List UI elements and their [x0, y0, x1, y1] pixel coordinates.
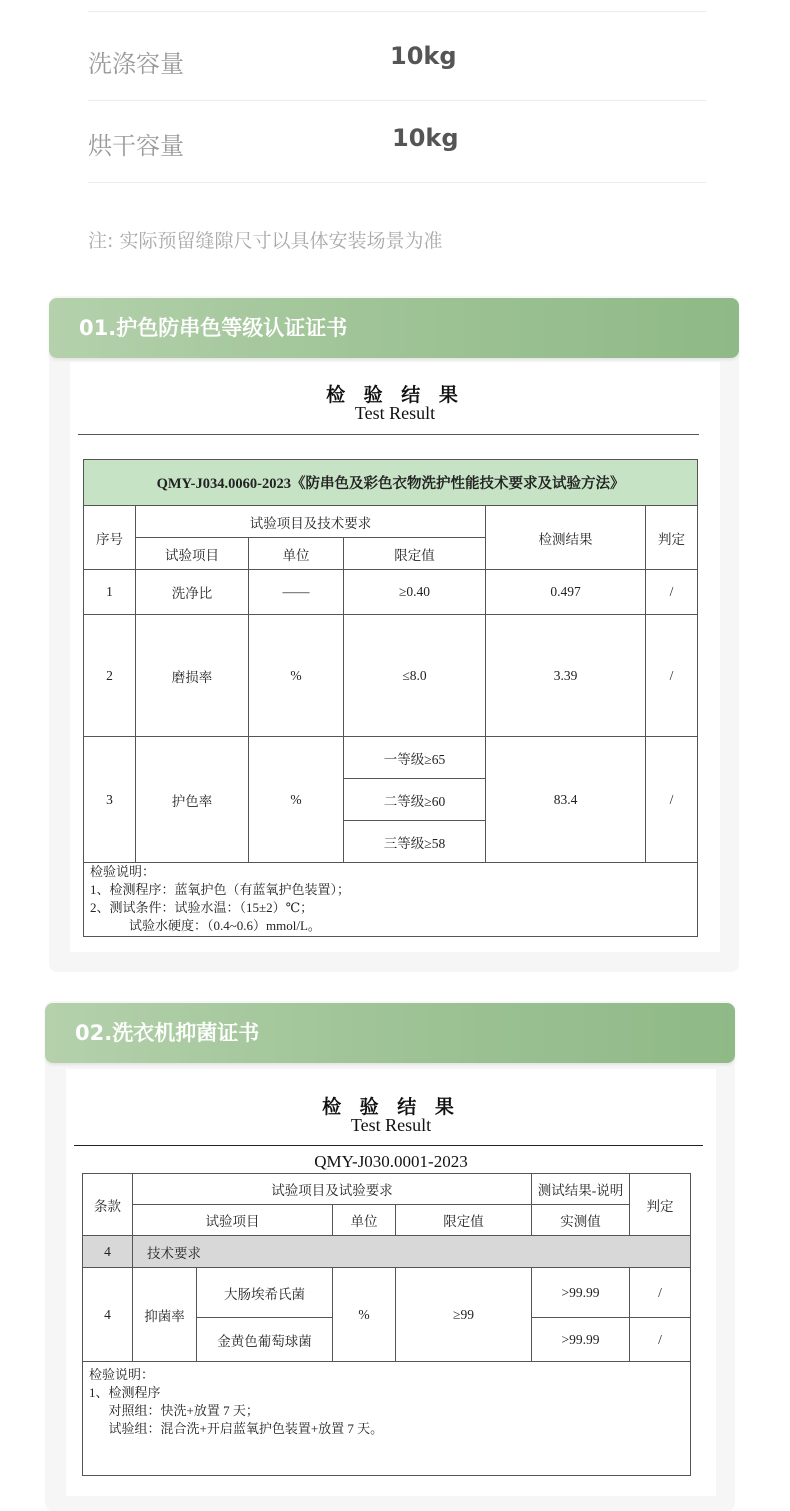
spec-row-wash: [88, 18, 706, 101]
cell-verdict: /: [646, 737, 698, 863]
header-item: 试验项目: [133, 1205, 333, 1236]
cell-subitem: 大肠埃希氏菌: [197, 1268, 333, 1318]
note-line: 检验说明：: [90, 864, 156, 879]
cert2-subtitle: Test Result: [350, 1115, 432, 1135]
cell-result: 83.4: [486, 737, 646, 863]
cert2-rule: [74, 1145, 703, 1146]
note-line: 1、检测程序：蓝氧护色（有蓝氧护色装置）；: [90, 882, 351, 897]
table-row: [84, 570, 698, 615]
cell-measured: >99.99: [532, 1268, 630, 1318]
cell-limit: 一等级≥65: [344, 737, 486, 779]
header-result-group: 测试结果-说明: [532, 1174, 630, 1205]
note-line: 试验组：混合洗+开启蓝氧护色装置+放置 7 天。: [89, 1421, 384, 1436]
header-group: 试验项目及试验要求: [133, 1174, 532, 1205]
cell-verdict: /: [630, 1318, 691, 1362]
header-limit: 限定值: [396, 1205, 532, 1236]
header-limit: 限定值: [344, 538, 486, 570]
cell-item: 抑菌率: [133, 1268, 197, 1362]
standard-header: QMY-J034.0060-2023《防串色及彩色衣物洗护性能技术要求及试验方法》: [84, 460, 698, 506]
cell-item: 洗净比: [136, 570, 249, 615]
cell-limit: ≥0.40: [344, 570, 486, 615]
spec-label: 洗涤容量: [88, 50, 184, 78]
section-row: [83, 1236, 691, 1268]
top-divider: [88, 11, 706, 12]
cell-item: 磨损率: [136, 615, 249, 737]
cert2-notes: [89, 1366, 383, 1438]
cell-clause: 4: [83, 1268, 133, 1362]
cell-verdict: /: [646, 615, 698, 737]
spec-value: 10kg: [392, 124, 459, 152]
cell-limit: 三等级≥58: [344, 821, 486, 863]
cell-no: 1: [84, 570, 136, 615]
header-verdict: 判定: [630, 1174, 691, 1236]
cert2-document: [66, 1069, 716, 1496]
cell-verdict: /: [630, 1268, 691, 1318]
cert1-subtitle: Test Result: [354, 403, 436, 423]
cell-measured: >99.99: [532, 1318, 630, 1362]
note-line: 试验水硬度：（0.4~0.6）mmol/L。: [90, 918, 321, 933]
cert1-title: 检 验 结 果: [326, 384, 464, 406]
cell-subitem: 金黄色葡萄球菌: [197, 1318, 333, 1362]
note-line: 1、检测程序: [89, 1385, 161, 1400]
header-group: 试验项目及技术要求: [136, 506, 486, 538]
header-verdict: 判定: [646, 506, 698, 570]
cell-limit: ≤8.0: [344, 615, 486, 737]
table-row: [84, 615, 698, 737]
header-clause: 条款: [83, 1174, 133, 1236]
cell-verdict: /: [646, 570, 698, 615]
spec-row-dry: [88, 100, 706, 183]
cert1-notes: [90, 863, 350, 935]
cert1-banner: 01.护色防串色等级认证证书: [49, 298, 739, 358]
header-measured: 实测值: [532, 1205, 630, 1236]
cell-limit: ≥99: [396, 1268, 532, 1362]
cell-no: 2: [84, 615, 136, 737]
cell-limit: 二等级≥60: [344, 779, 486, 821]
cell-unit: %: [249, 615, 344, 737]
section-clause: 4: [83, 1236, 133, 1268]
note-line: 检验说明：: [89, 1367, 155, 1382]
note-line: 2、测试条件：试验水温：（15±2）℃；: [90, 900, 314, 915]
cell-item: 护色率: [136, 737, 249, 863]
install-note: 注: 实际预留缝隙尺寸以具体安装场景为准: [88, 230, 443, 252]
cert2-banner: 02.洗衣机抑菌证书: [45, 1003, 735, 1063]
cell-result: 0.497: [486, 570, 646, 615]
table-row: [83, 1268, 691, 1318]
header-no: 序号: [84, 506, 136, 570]
spec-label: 烘干容量: [88, 132, 184, 160]
cell-result: 3.39: [486, 615, 646, 737]
note-line: 对照组：快洗+放置 7 天；: [89, 1403, 259, 1418]
cell-unit: %: [333, 1268, 396, 1362]
header-unit: 单位: [249, 538, 344, 570]
table-row: [84, 737, 698, 779]
spec-value: 10kg: [390, 42, 457, 70]
header-item: 试验项目: [136, 538, 249, 570]
header-result: 检测结果: [486, 506, 646, 570]
cell-unit: ——: [249, 570, 344, 615]
header-unit: 单位: [333, 1205, 396, 1236]
cert2-standard: QMY-J030.0001-2023: [314, 1152, 468, 1171]
cell-unit: %: [249, 737, 344, 863]
cert1-document: [70, 362, 720, 952]
cert2-title: 检 验 结 果: [322, 1096, 460, 1118]
cell-no: 3: [84, 737, 136, 863]
cert1-rule: [78, 434, 699, 435]
section-label: 技术要求: [133, 1236, 691, 1268]
